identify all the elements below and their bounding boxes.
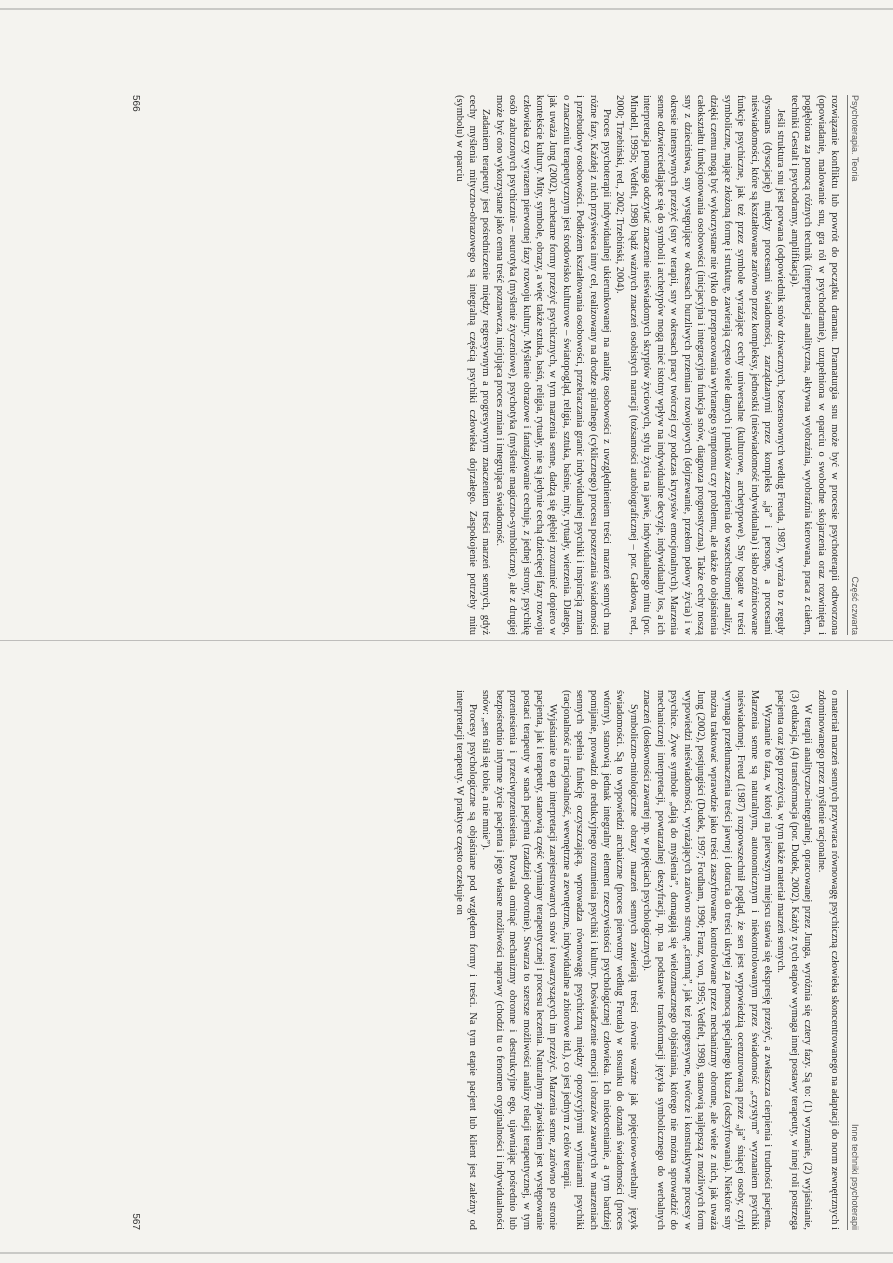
running-head	[847, 95, 860, 635]
scan-edge-top	[0, 8, 893, 10]
page-fold	[0, 640, 893, 641]
running-head-left: Psychoterapia. Teoria	[850, 95, 860, 182]
running-head-right: Część czwarta	[850, 576, 860, 635]
paragraph: rozwiązanie konfliktu lub powrót do początku dramatu. Dramaturgia snu może być w procesie psychoterapii odtworzona (opowiadanie, malowanie snu, gra ról w psychodramie), uzupełniona w oparciu o swobodne skojarzenia oraz rozwinięta i pogłębiona za pomocą różnych technik (interpretacja analityczna, aktywna wyobraźnia, wyobraźnia kierowana, praca z ciałem, techniki Gestalt i psychodramy, amplifikacja).	[788, 95, 840, 635]
paragraph: Procesy psychologiczne są objaśniane pod względem formy i treści. Na tym etapie pacjent lub klient jest zależny od interpretacji terapeuty. W praktyce często oczekuje on	[453, 690, 479, 1230]
page-567	[130, 690, 860, 1230]
scan-edge-bottom	[0, 1252, 893, 1254]
page-number: 567	[130, 1213, 141, 1230]
page-number: 566	[130, 95, 141, 112]
paragraph: Wyjaśnianie to etap interpretacji zarejestrowanych snów i towarzyszących im przeżyć. Marzenia senne, zarówno po stronie pacjenta, jak i terapeuty, stanowią część wymiany terapeutycznej i procesu leczenia. Naturalnym zjawiskiem jest występowanie postaci terapeuty w snach pacjenta (rzadziej odwrotnie). Stwarza to szersze możliwości analizy relacji terapeutycznej, w tym przeniesienia i przeciwprzeniesienia. Pozwala ominąć mechanizmy obronne i destrukcyjne ego, ujawniając pośrednio lub bezpośrednio intymne życie pacjenta i jego własne możliwości naprawy (chodzi tu o fenomen oryginalności i indywidualności snów: „sen śnił się tobie, a nie mnie”).	[480, 690, 559, 1230]
paragraph: Wyznanie to faza, w której na pierwszym miejscu stawia się ekspresję przeżyć, a zwłaszcza cierpienia i trudności pacjenta. Marzenia senne są naturalnym, autonomicznym i niekontrolowanym przez świadomość „czystym” wyznaniem psychiki nieświadomej. Freud (1987) rozpowszechnił pogląd, że sen jest wypowiedzią ocenzurowaną przez „ja” śniącej osoby, czyli wymaga przetłumaczenia treści jawnej i dotarcia do treści ukrytej za pomocą specjalnego klucza (odszyfrowania). Niektóre sny można traktować wprawdzie jako treści zaszyfrowane, kontrolowane przez mechanizmy obronne, ale wiele z nich, jak uważa Jung (2002), postjungiści (Dudek, 1997; Fordham, 1990; Franz, von, 1995; Vedfelt, 1998), stanowią najlepszą z możliwych form wypowiedzi nieświadomości, wyrażających zarówno stronę „ciemną”, jak też progresywne, twórcze i konstruktywne procesy w psychice. Żywe symbole „dają do myślenia”, domagają się wielozmacznego objaśniania, którego nie można sprowadzić do mechanicznej interpretacji, powtarzalnej deszyfracji, np. na podstawie transformacji języka symbolicznego do werbalnych znaczeń (dosłowności zawartej np. w pojęciach psychologicznych).	[641, 690, 773, 1230]
paragraph: Jeśli struktura snu jest porwana (odpowiednik snów dziwacznych, bezsensownych według Freuda, 1987), wyraża to z reguły dysonans (dysocjację) między procesami świadomości, zarządzanymi przez kompleks „ja” i personę, a procesami nieświadomości, które są kształtowane zarówno przez kompleksy, jednostki (nieświadomość indywidualna) i słabo zróżnicowane funkcje psychiczne, jak też przez symbole wyrażające cechy uniwersalne (kulturowe, archetypowe). Sny bogate w treści symboliczne, mające złożoną formę i strukturę, zawierają często wiele danych i punktów zaczepienia do wszechstronnej analizy, dzięki czemu mogą być wykorzystane nie tylko do przepracowania wybranego symptomu czy problemu, ale także do objaśnienia całokształtu funkcjonowania osobowości (inicjacyjna i integracyjna funkcja snów, diagnoza prognostyczna). Także cechy noszą sny z dzieciństwa, sny występujące w okresach burzliwych przemian rozwojowych (dojrzewanie, przełom połowy życia) i w okresie intensywnych przeżyć (sny w terapii, sny w okresach pracy twórczej czy podczas kryzysów emocjonalnych). Marzenia senne odzwierciedlające się do symboli i archetypów mogą mieć istotny wpływ na indywidualne decyzje, indywidualny los, a ich interpretacja pomaga odczytać znaczenie nieświadomych skryptów życiowych, stylu życia na jawie, indywidualnego mitu (por. Mindell, 1995b; Vedfelt, 1998) bądź ważnych znaczeń osobistych narracji (tożsamości autobiograficznej – por. Gałdowa, red., 2000; Trzebiński, red., 2002; Trzebiński, 2004).	[614, 95, 787, 635]
running-head-right: Inne techniki psychoterapii	[850, 1123, 860, 1230]
page-566	[130, 95, 860, 635]
paragraph: o materiał marzeń sennych przywraca równowagę psychiczną człowieka skoncentrowanego na adaptacji do norm zewnętrznych i zdominowanego przez myślenie racjonalne.	[815, 690, 840, 1230]
paragraph: Proces psychoterapii indywidualnej ukierunkowanej na analizę osobowości z uwzględnieniem treści marzeń sennych ma różne fazy. Każdej z nich przyświeca inny cel, realizowany na drodze spiralnego (cyklicznego) procesu poszerzania świadomości i przebudowy osobowości. Podłożem kształtowania osobowości, przekraczania granic indywidualnej psychiki i inspiracją zmian o znaczeniu terapeutycznym jest środowisko kulturowe – światopogląd, religia, sztuka, baśnie, mity, rytuały, wierzenia. Dlatego, jak uważa Jung (2002), archetame formy przeżyć psychicznych, w tym marzenia senne, dadzą się głębiej zrozumieć dopiero w kontekście kultury. Mity, symbole, obrazy, a więc także sztuka, baśń, religia, rytuały, nie są jedynie cechą dziecięcej fazy rozwoju człowieka czy wyrazem pierwotnej fazy rozwoju kultury. Myślenie obrazowe i fantazjowanie cechuje, z jednej strony, psychikę osób zaburzonych psychicznie – neurotyka (myślenie życzeniowe), psychotyka (myślenie magiczno-symboliczne), ale z drugiej może być ono wykorzystane jako cenna treść poznawcza, inicjująca proces zmian i integrująca świadomość.	[493, 95, 613, 635]
paragraph: W terapii analityczno-integralnej, opracowanej przez Junga, wyróżnia się cztery fazy. Są to: (1) wyznanie, (2) wyjaśnianie, (3) edukacja, (4) transformacja (por. Dudek, 2002). Każdy z tych etapów wymaga innej postawy terapeuty, w innej roli postrzega pacjenta oraz jego przeżycia, w tym także materiał marzeń sennych.	[775, 690, 814, 1230]
running-head	[847, 690, 860, 1230]
paragraph: Symboliczno-mitologiczne obrazy marzeń sennych zawierają treści równie ważne jak pojęciowo-werbalny język świadomości. Są to wypowiedzi archaiczne (proces pierwotny według Freuda) w stosunku do doznań świadomości (proces wtórny), stanowią jednak integralny element rzeczywistości psychologicznej człowieka. Ich niedocenianie, a tym bardziej pomijanie, prowadzi do redukcyjnego rozumienia psychiki i kultury. Doświadczenie emocji i obrazów zawartych w marzeniach sennych spełnia funkcję oczyszczającą, wprowadza równowagę psychiczną między opozycyjnymi wymiarami psychiki (racjonalność a irracjonalność, wewnętrzne a zewnętrzne, indywidualne a zbiorowe itd.), co jest jednym z celów terapii.	[560, 690, 639, 1230]
body-text	[452, 690, 841, 1230]
paragraph: Zadaniem terapeuty jest pośredniczenie między regresywnym a progresywnym znaczeniem treści marzeń sennych, gdyż cechy myślenia mityczno-obrazowego są integralną częścią psychiki człowieka dojrzałego. Zaspokojenie potrzeby mitu (symbolu) w oparciu	[453, 95, 492, 635]
body-text	[452, 95, 841, 635]
